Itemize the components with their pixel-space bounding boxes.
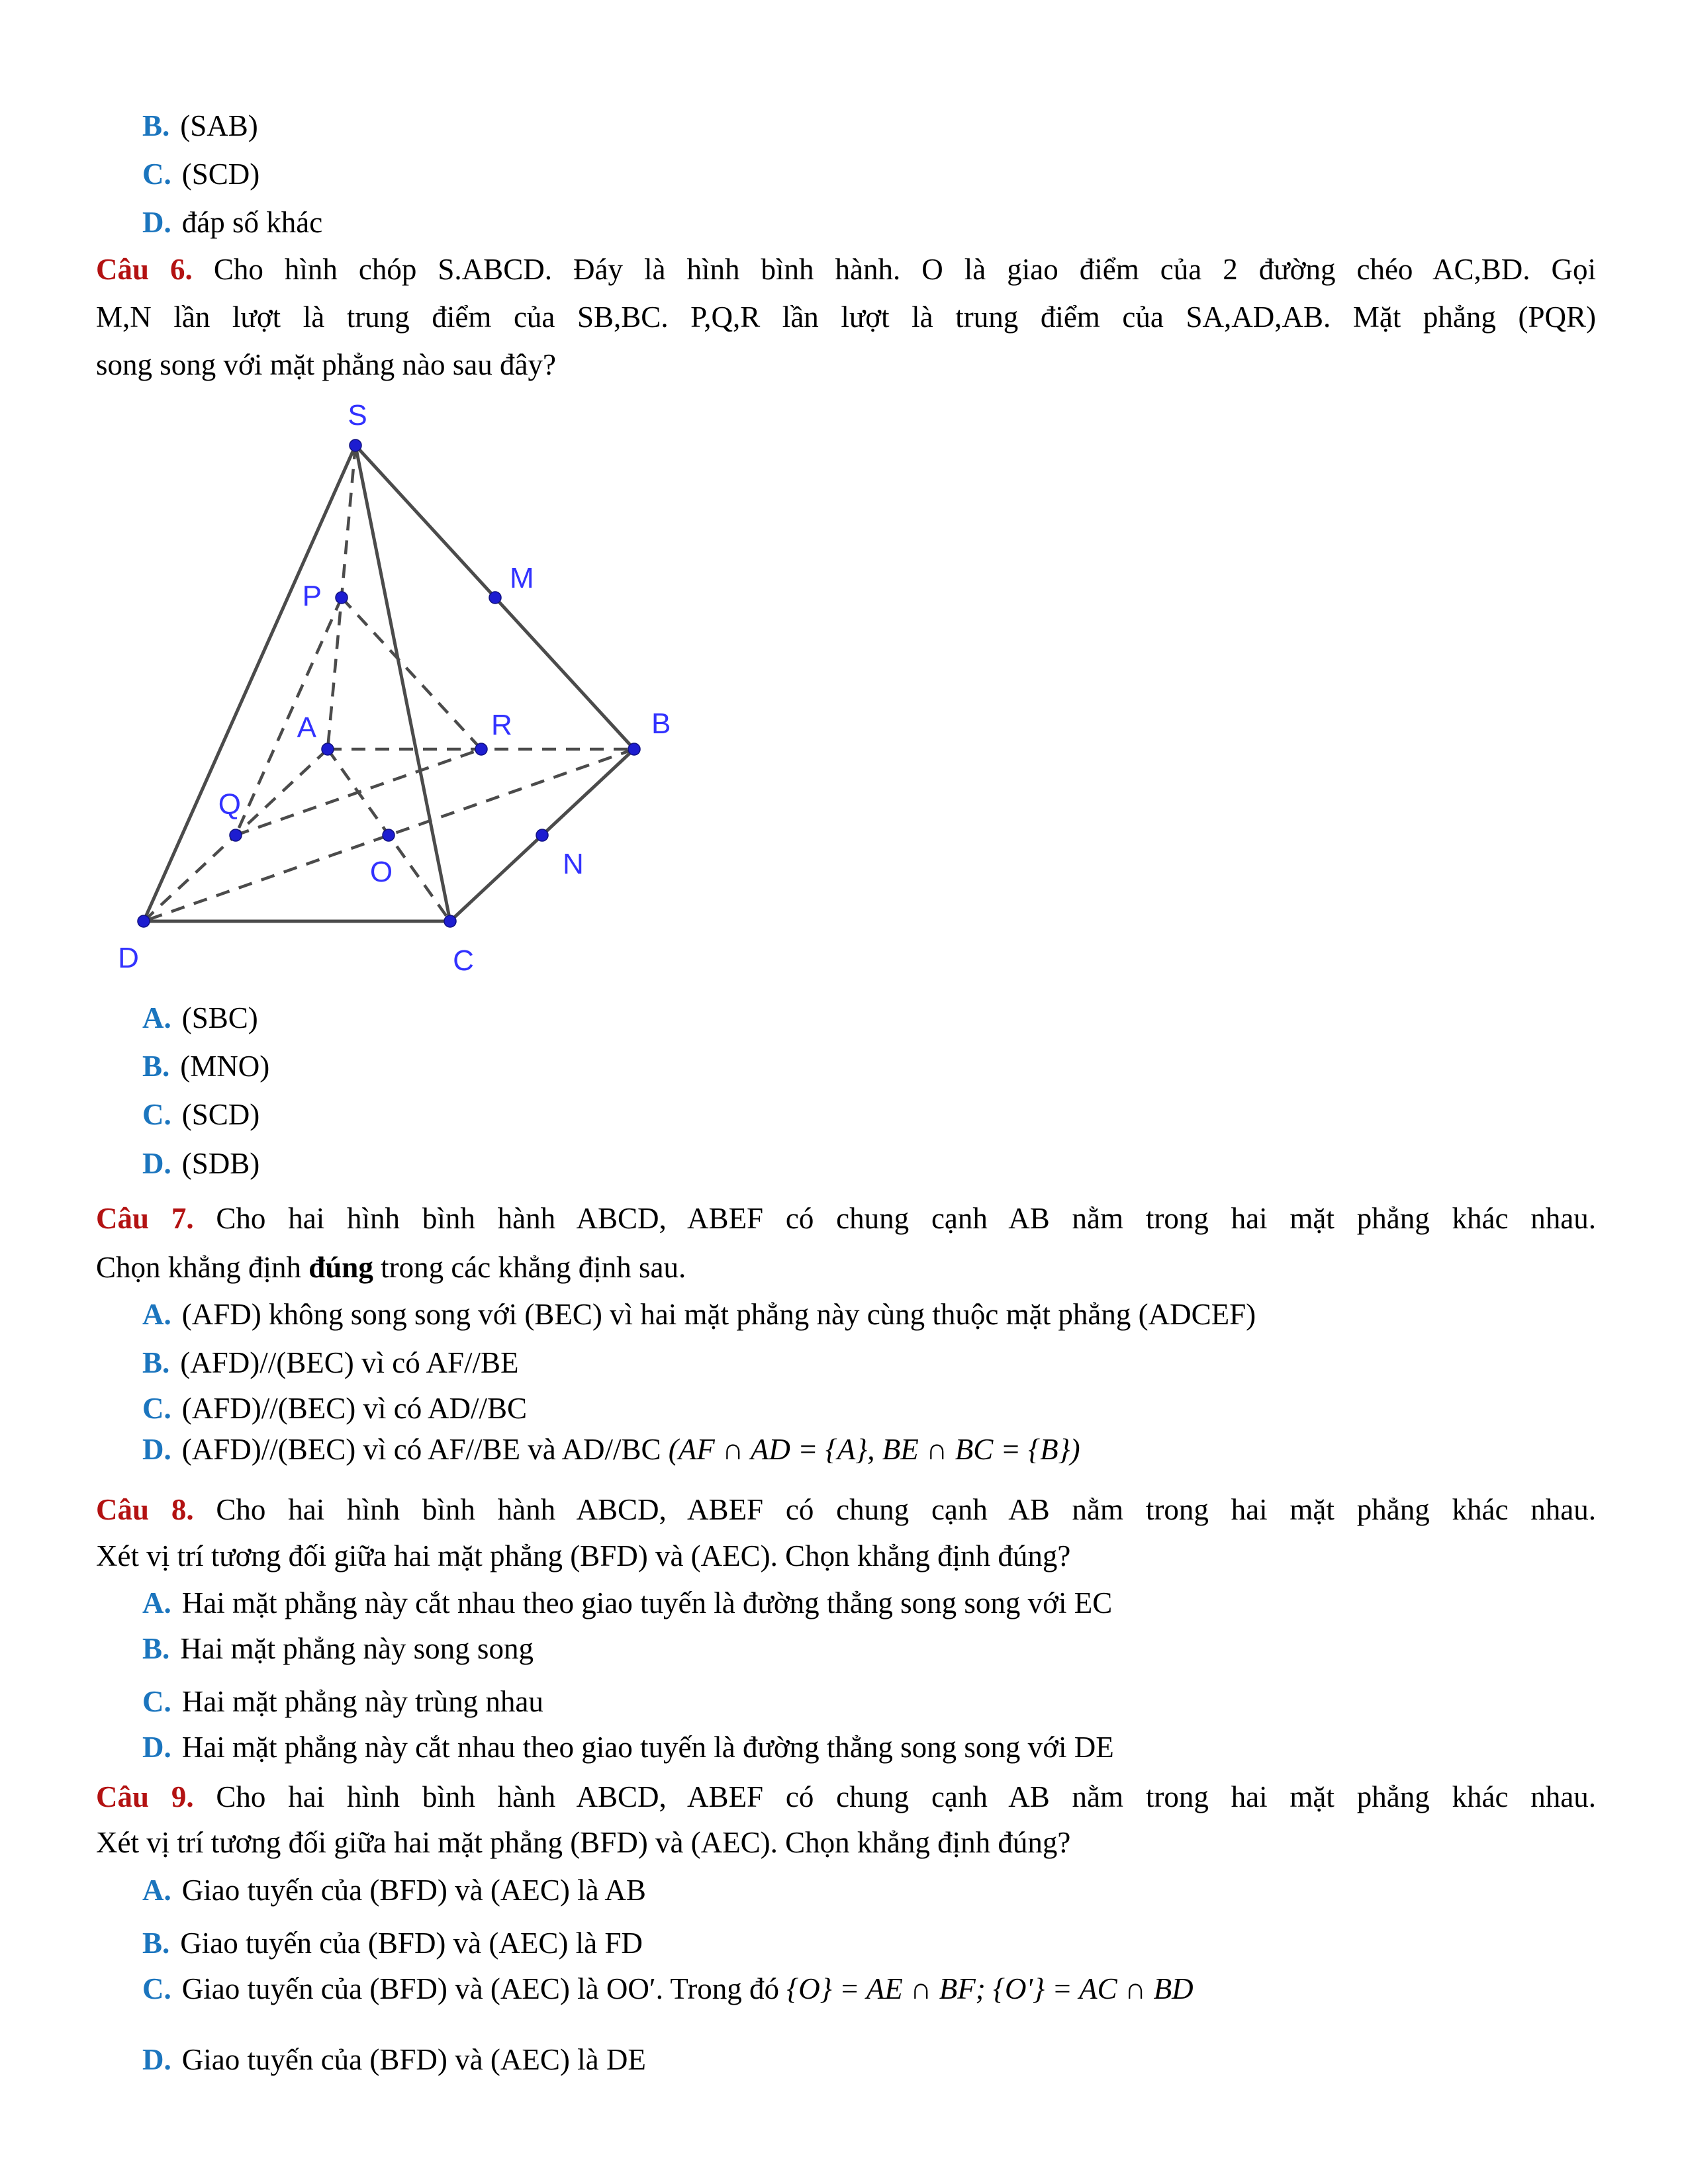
q8-option-a: A. Hai mặt phẳng này cắt nhau theo giao tuyến là đường thẳng song song với EC [142, 1586, 1113, 1619]
point-label-S: S [348, 399, 367, 432]
point-dot-R [475, 743, 487, 755]
option-letter: D. [142, 206, 171, 239]
q9-label: Câu 9. [96, 1780, 194, 1813]
q9-option-c: C. Giao tuyến của (BFD) và (AEC) là OO′. Trong đó {O} = AE ∩ BF; {O'} = AC ∩ BD [142, 1972, 1194, 2005]
q8-stem-line-2: Xét vị trí tương đối giữa hai mặt phẳng (BFD) và (AEC). Chọn khẳng định đúng? [96, 1539, 1071, 1572]
q7-stem-line-2: Chọn khẳng định đúng trong các khẳng định sau. [96, 1251, 686, 1284]
q7-option-d-math: (AF ∩ AD = {A}, BE ∩ BC = {B}) [668, 1433, 1080, 1466]
option-letter: C. [142, 158, 171, 191]
q6-stem-line-1 [96, 249, 1596, 290]
q7-option-c: C. (AFD)//(BEC) vì có AD//BC [142, 1392, 528, 1425]
q9-option-a: A. Giao tuyến của (BFD) và (AEC) là AB [142, 1874, 646, 1907]
q6-option-c: C. (SCD) [142, 1098, 260, 1131]
q9-stem-line-1: Câu 9. Cho hai hình bình hành ABCD, ABEF có chung cạnh AB nằm trong hai mặt phẳng khác nhau. [96, 1780, 1596, 1813]
option-text: đáp số khác [181, 206, 323, 239]
q9-option-c-math: {O} = AE ∩ BF; {O'} = AC ∩ BD [786, 1972, 1194, 2005]
point-label-R: R [491, 709, 512, 741]
q8-option-c: C. Hai mặt phẳng này trùng nhau [142, 1685, 543, 1718]
point-dot-M [489, 592, 501, 604]
q6-option-d: D. (SDB) [142, 1147, 260, 1180]
q8-label: Câu 8. [96, 1493, 194, 1526]
point-label-N: N [563, 848, 584, 880]
point-dot-O [383, 829, 395, 841]
point-label-B: B [651, 707, 671, 740]
q7-option-a: A. (AFD) không song song với (BEC) vì hai mặt phẳng này cùng thuộc mặt phẳng (ADCEF) [142, 1298, 1256, 1331]
option-letter: B. [142, 109, 170, 142]
edge-SC-solid [355, 445, 450, 921]
q7-stem-line-1: Câu 7. Cho hai hình bình hành ABCD, ABEF có chung cạnh AB nằm trong hai mặt phẳng khác nhau. [96, 1202, 1596, 1235]
option-text: (SCD) [181, 158, 260, 191]
point-dot-D [138, 915, 150, 927]
q6-stem-text: Cho hình chóp S.ABCD. Đáy là hình bình hành. O là giao điểm của 2 đường chéo AC,BD. Gọi [213, 253, 1597, 286]
point-dot-C [444, 915, 456, 927]
point-dot-Q [230, 829, 242, 841]
option-text: (SAB) [180, 109, 258, 142]
point-dot-P [336, 592, 348, 604]
q6-stem-line-3: song song với mặt phẳng nào sau đây? [96, 348, 556, 381]
q7-option-d: D. (AFD)//(BEC) vì có AF//BE và AD//BC (AF ∩ AD = {A}, BE ∩ BC = {B}) [142, 1433, 1080, 1466]
q7-option-b: B. (AFD)//(BEC) vì có AF//BE [142, 1346, 519, 1379]
point-label-Q: Q [218, 788, 241, 821]
q9-stem-line-2: Xét vị trí tương đối giữa hai mặt phẳng (BFD) và (AEC). Chọn khẳng định đúng? [96, 1826, 1071, 1859]
edge-PQ-dashed [236, 598, 342, 835]
point-label-M: M [510, 562, 534, 594]
q5-option-d [142, 203, 1599, 242]
emphasized-word: đúng [308, 1251, 373, 1284]
point-dot-B [628, 743, 640, 755]
q9-option-b: B. Giao tuyến của (BFD) và (AEC) là FD [142, 1927, 643, 1960]
point-label-P: P [302, 580, 322, 612]
point-label-C: C [453, 944, 474, 977]
q8-option-b: B. Hai mặt phẳng này song song [142, 1632, 534, 1665]
point-dot-S [350, 439, 361, 451]
point-label-D: D [118, 942, 139, 974]
edge-QR-dashed [236, 749, 481, 835]
q9-option-d: D. Giao tuyến của (BFD) và (AEC) là DE [142, 2043, 646, 2076]
q7-label: Câu 7. [96, 1202, 194, 1235]
q5-option-c [142, 154, 1599, 194]
point-label-A: A [297, 711, 316, 744]
q6-option-b: B. (MNO) [142, 1050, 270, 1083]
q6-label: Câu 6. [96, 253, 193, 286]
pyramid-figure [99, 390, 682, 986]
q5-option-b [142, 106, 1599, 146]
point-label-O: O [369, 856, 393, 888]
q6-stem-line-2: M,N lần lượt là trung điểm của SB,BC. P,Q,R lần lượt là trung điểm của SA,AD,AB. Mặt phẳng (PQR) [96, 300, 1596, 334]
point-dot-A [322, 743, 334, 755]
point-dot-N [536, 829, 548, 841]
q6-option-a: A. (SBC) [142, 1001, 258, 1034]
edge-SD-solid [144, 445, 355, 921]
q8-option-d: D. Hai mặt phẳng này cắt nhau theo giao tuyến là đường thẳng song song với DE [142, 1731, 1114, 1764]
q8-stem-line-1: Câu 8. Cho hai hình bình hành ABCD, ABEF có chung cạnh AB nằm trong hai mặt phẳng khác nhau. [96, 1493, 1596, 1526]
